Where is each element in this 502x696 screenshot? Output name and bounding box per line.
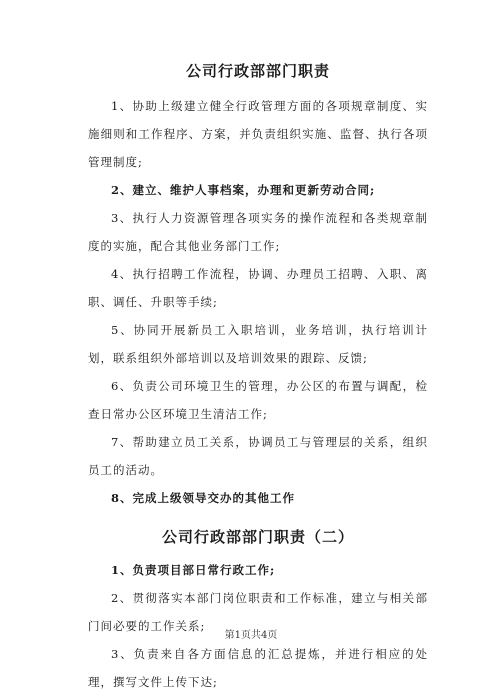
duty-item: 5、协同开展新员工入职培训，业务培训，执行培训计划，联系组织外部培训以及培训效果的跟踪、反馈;	[88, 323, 428, 365]
duty-item: 3、负责来自各方面信息的汇总提炼，并进行相应的处理，撰写文件上传下达;	[88, 647, 428, 689]
duty-item: 4、执行招聘工作流程，协调、办理员工招聘、入职、离职、调任、升职等手续;	[88, 267, 428, 309]
duty-item: 7、帮助建立员工关系，协调员工与管理层的关系，组织员工的活动。	[88, 435, 428, 477]
duty-item: 1、负责项目部日常行政工作;	[111, 563, 276, 577]
duty-item: 3、执行人力资源管理各项实务的操作流程和各类规章制度的实施，配合其他业务部门工作;	[88, 211, 428, 253]
page-number: 第1页共4页	[224, 630, 278, 641]
document-title: 公司行政部部门职责	[185, 62, 330, 80]
duty-item: 2、建立、维护人事档案，办理和更新劳动合同;	[111, 183, 376, 197]
duty-item: 6、负责公司环境卫生的管理，办公区的布置与调配，检查日常办公区环境卫生清洁工作;	[88, 379, 428, 421]
duty-item: 8、完成上级领导交办的其他工作	[111, 491, 295, 505]
section-title: 公司行政部部门职责（二）	[161, 528, 354, 546]
duty-item: 2、贯彻落实本部门岗位职责和工作标准，建立与相关部门间必要的工作关系;	[88, 591, 428, 633]
duty-item: 1、协助上级建立健全行政管理方面的各项规章制度、实施细则和工作程序、方案，并负责组织实施、监督、执行各项管理制度;	[88, 99, 428, 169]
document-content	[88, 60, 428, 696]
